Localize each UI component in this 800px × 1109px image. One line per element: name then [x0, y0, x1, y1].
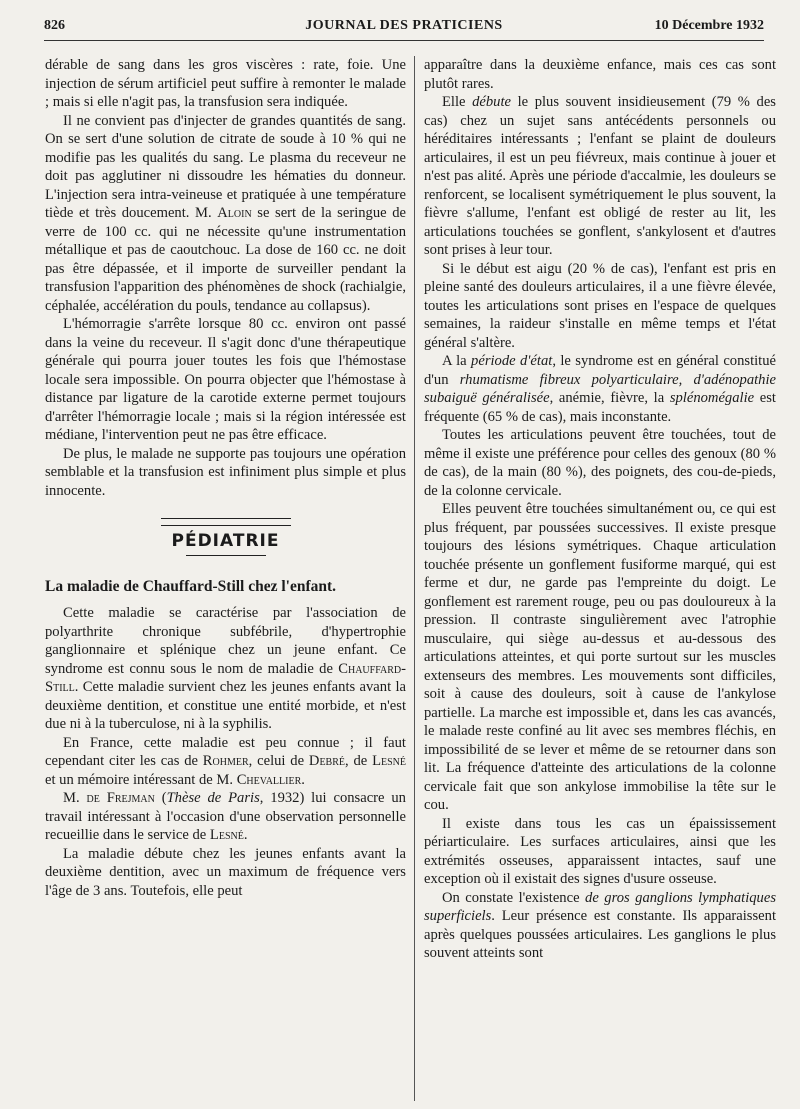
author-name: Lesné — [372, 753, 406, 769]
section-heading: PÉDIATRIE — [171, 531, 280, 551]
paragraph: Il ne convient pas d'injecter de grandes quantités de sang. On se sert d'une solution de citrate de soude à 10 % qui ne modifie pas les qualités du sang. Le plasma du receveur ne doit pas agglutiner ni dissoudre les hématies du donneur. L'injection sera intra-veineuse et pratiquée à une température tiède et très doucement. M. Aloin se sert de la seringue de verre de 100 cc. qui ne nécessite qu'une instrumentation métallique et pas de caoutchouc. La dose de 160 cc. ne doit pas être dépassée, et il importe de surveiller pendant la transfusion l'apparition des phénomènes de shock (rachialgie, céphalée, accélération du pouls, tendance au collapsus). — [45, 112, 406, 314]
right-column — [424, 56, 776, 1103]
paragraph: Toutes les articulations peuvent être touchées, tout de même il existe une préférence pour celles des genoux (80 % de cas), de la main (80 %), des poignets, des cou-de-pieds, de la colonne cervicale. — [424, 427, 776, 499]
column-divider — [414, 56, 415, 1101]
paragraph: Si le début est aigu (20 % de cas), l'enfant est pris en pleine santé des douleurs articulaires, il a une fièvre élevée, toutes les articulations sont prises en l'espace de quelques semaines, la raideur s'installe en même temps et l'état général s'altère. — [424, 260, 776, 351]
section-underline — [186, 555, 266, 556]
author-name: Chauffard-Still — [45, 660, 406, 695]
paragraph: Elles peuvent être touchées simultanément ou, ce qui est plus fréquent, par poussées successives. Il existe presque toujours des lésions symétriques. Chaque articulation touchée présente un gonflement fusiforme marqué, qui est ferme et dur, ne garde pas l'empreinte du doigt. Le gonflement est rarement rouge, peu ou pas douloureux à la pression. Il contraste singulièrement avec l'atrophie musculaire, qui siège au-dessus et au-dessous des articulations atteintes, et qui porte surtout sur les muscles extenseurs des membres. Les mouvements sont difficiles, soit à cause des douleurs, soit à cause de l'ankylose partielle. La marche est impossible et, dans les cas avancés, le malade reste confiné au lit avec ses membres fléchis, en impossibilité de se lever et même de se retourner dans son lit. La fréquence d'atteinte des articulations de la colonne cervicale fait que son ankylose immobilise la tête sur le cou. — [424, 501, 776, 813]
paragraph: La maladie débute chez les jeunes enfants avant la deuxième dentition, avec un maximum de fréquence vers l'âge de 3 ans. Toutefois, elle peut — [45, 845, 406, 899]
emphasis: rhumatisme fibreux polyarticulaire, d'adénopathie subaiguë généralisée — [424, 371, 776, 406]
emphasis: période d'état — [471, 353, 553, 369]
paragraph: On constate l'existence de gros ganglions lymphatiques superficiels. Leur présence est constante. Ils apparaissent après quelques poussées articulaires. Les ganglions le plus souvent atteints sont — [424, 889, 776, 961]
issue-date: 10 Décembre 1932 — [654, 18, 764, 33]
paragraph: En France, cette maladie est peu connue ; il faut cependant citer les cas de Rohmer, celui de Debré, de Lesné et un mémoire intéressant de M. Chevallier. — [45, 734, 406, 788]
paragraph: M. de Frejman (Thèse de Paris, 1932) lui consacre un travail intéressant à l'occasion d'une observation personnelle recueillie dans le service de Lesné. — [45, 790, 406, 843]
page-number: 826 — [44, 18, 65, 33]
emphasis: splénomégalie — [669, 390, 755, 406]
article-title: La maladie de Chauffard-Still chez l'enfant. — [45, 577, 337, 595]
paragraph: dérable de sang dans les gros viscères : rate, foie. Une injection de sérum artificiel peut suffire à remonter le malade ; mais si elle n'agit pas, la transfusion sera indiquée. — [45, 57, 406, 110]
author-name: Debré — [308, 753, 346, 769]
author-name: Rohmer — [202, 753, 249, 769]
emphasis: débute — [472, 94, 511, 110]
section-ornament — [161, 518, 291, 526]
paragraph: De plus, le malade ne supporte pas toujours une opération semblable et la transfusion est infiniment plus simple et plus innocente. — [45, 445, 406, 499]
paragraph: Elle débute le plus souvent insidieusement (79 % des cas) chez un sujet sans antécédents personnels ou héréditaires intéressants ; l'enfant se plaint de douleurs articulaires, il est un peu fiévreux, mais continue à jouer et n'est pas alité. Après une période d'accalmie, les douleurs se renforcent, se localisent symétriquement le plus souvent, la fièvre s'allume, l'enfant est obligé de rester au lit, les articulations touchées se gonflent, s'ankylosent et d'autres sont prises à leur tour. — [424, 94, 776, 258]
left-column — [45, 56, 406, 1103]
author-name: Lesné — [209, 827, 244, 843]
running-header — [44, 14, 764, 41]
paragraph: apparaître dans la deuxième enfance, mais ces cas sont plutôt rares. — [424, 57, 776, 92]
paragraph: A la période d'état, le syndrome est en général constitué d'un rhumatisme fibreux polyarticulaire, d'adénopathie subaiguë généralisée, anémie, fièvre, la splénomégalie est fréquente (65 % de cas), mais inconstante. — [424, 353, 776, 425]
emphasis: de gros ganglions lymphatiques superficiels — [424, 889, 776, 924]
thesis-title: Thèse de Paris — [166, 790, 260, 806]
paragraph: L'hémorragie s'arrête lorsque 80 cc. environ ont passé dans la veine du receveur. Il s'agit donc d'une thérapeutique générale qui pourra jouer toutes les fois que l'hémostase locale sera impossible. On pourra objecter que l'hémostase à distance par ligature de la carotide externe permet toujours d'arrêter l'hémorragie locale ; mais si la région intéressée est médiane, l'intervention peut ne pas être efficace. — [45, 316, 406, 443]
author-name: Chevallier — [236, 771, 302, 788]
author-name: de Frejman — [86, 790, 155, 806]
author-name: Aloin — [217, 205, 252, 221]
paragraph: Cette maladie se caractérise par l'association de polyarthrite chronique subfébrile, d'hypertrophie ganglionnaire et splénique chez un jeune enfant. Ce syndrome est connu sous le nom de maladie de Chauffard-Still. Cette maladie survient chez les jeunes enfants avant la deuxième dentition, et constitue une entité morbide, et n'est due ni à la tuberculose, ni à la syphilis. — [45, 605, 406, 732]
journal-title: JOURNAL DES PRATICIENS — [305, 18, 503, 33]
paragraph: Il existe dans tous les cas un épaississement périarticulaire. Les surfaces articulaires, ainsi que les extrémités osseuses, apparaissent intactes, sauf une exception où il existait des signes d'usure osseuse. — [424, 815, 776, 887]
